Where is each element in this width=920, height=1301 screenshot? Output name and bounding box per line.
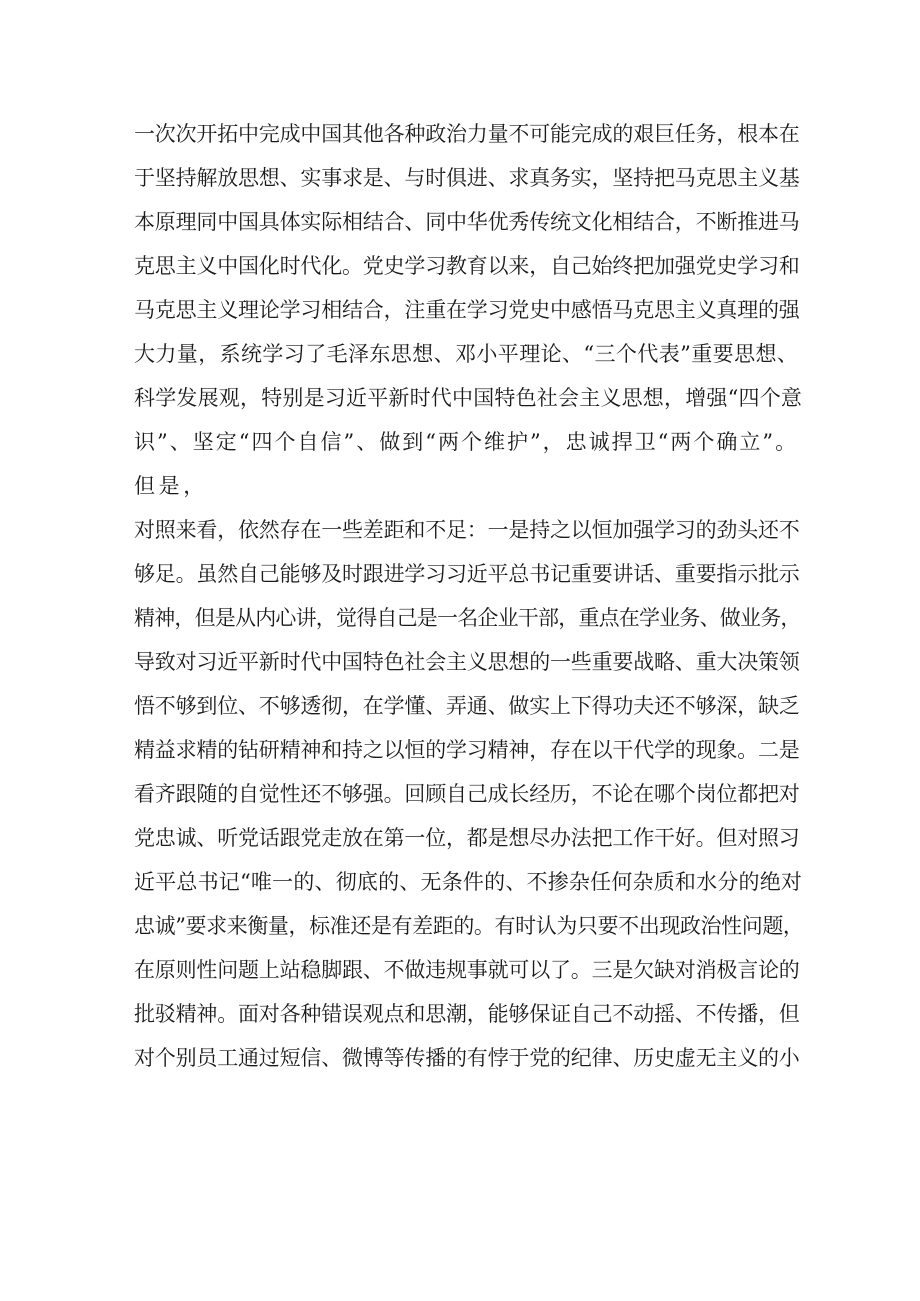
text-line: 在原则性问题上站稳脚跟、不做违规事就可以了。三是欠缺对消极言论的 [134,958,800,982]
text-line: 对照来看，依然存在一些差距和不足：一是持之以恒加强学习的劲头还不 [134,518,800,542]
text-line: 够足。虽然自己能够及时跟进学习习近平总书记重要讲话、重要指示批示 [134,562,800,586]
text-line: 党忠诚、听党话跟党走放在第一位，都是想尽办法把工作干好。但对照习 [134,826,800,850]
text-line: 马克思主义理论学习相结合，注重在学习党史中感悟马克思主义真理的强 [134,298,800,322]
text-line: 忠诚”要求来衡量，标准还是有差距的。有时认为只要不出现政治性问题， [134,914,804,938]
text-line: 但是， [134,474,208,498]
text-line: 克思主义中国化时代化。党史学习教育以来，自己始终把加强党史学习和 [134,254,800,278]
text-line: 识”、坚定“四个自信”、做到“两个维护”，忠诚捍卫“两个确立”。 [134,430,799,454]
text-line: 精益求精的钻研精神和持之以恒的学习精神，存在以干代学的现象。二是 [134,738,800,762]
text-line: 一次次开拓中完成中国其他各种政治力量不可能完成的艰巨任务，根本在 [134,122,800,146]
text-line: 对个别员工通过短信、微博等传播的有悖于党的纪律、历史虚无主义的小 [134,1046,800,1070]
text-line: 悟不够到位、不够透彻，在学懂、弄通、做实上下得功夫还不够深，缺乏 [134,694,800,718]
text-line: 精神，但是从内心讲，觉得自己是一名企业干部，重点在学业务、做业务， [134,606,801,630]
paragraph-1 [134,112,804,508]
text-line: 导致对习近平新时代中国特色社会主义思想的一些重要战略、重大决策领 [134,650,800,674]
text-line: 于坚持解放思想、实事求是、与时俱进、求真务实，坚持把马克思主义基 [134,166,800,190]
document-body [134,112,804,1080]
text-line: 近平总书记“唯一的、彻底的、无条件的、不掺杂任何杂质和水分的绝对 [134,870,803,894]
text-line: 大力量，系统学习了毛泽东思想、邓小平理论、“三个代表”重要思想、 [134,342,799,366]
paragraph-2 [134,508,804,1080]
text-line: 科学发展观，特别是习近平新时代中国特色社会主义思想，增强“四个意 [134,386,803,410]
text-line: 看齐跟随的自觉性还不够强。回顾自己成长经历，不论在哪个岗位都把对 [134,782,800,806]
text-line: 批驳精神。面对各种错误观点和思潮，能够保证自己不动摇、不传播，但 [134,1002,800,1026]
text-line: 本原理同中国具体实际相结合、同中华优秀传统文化相结合，不断推进马 [134,210,800,234]
